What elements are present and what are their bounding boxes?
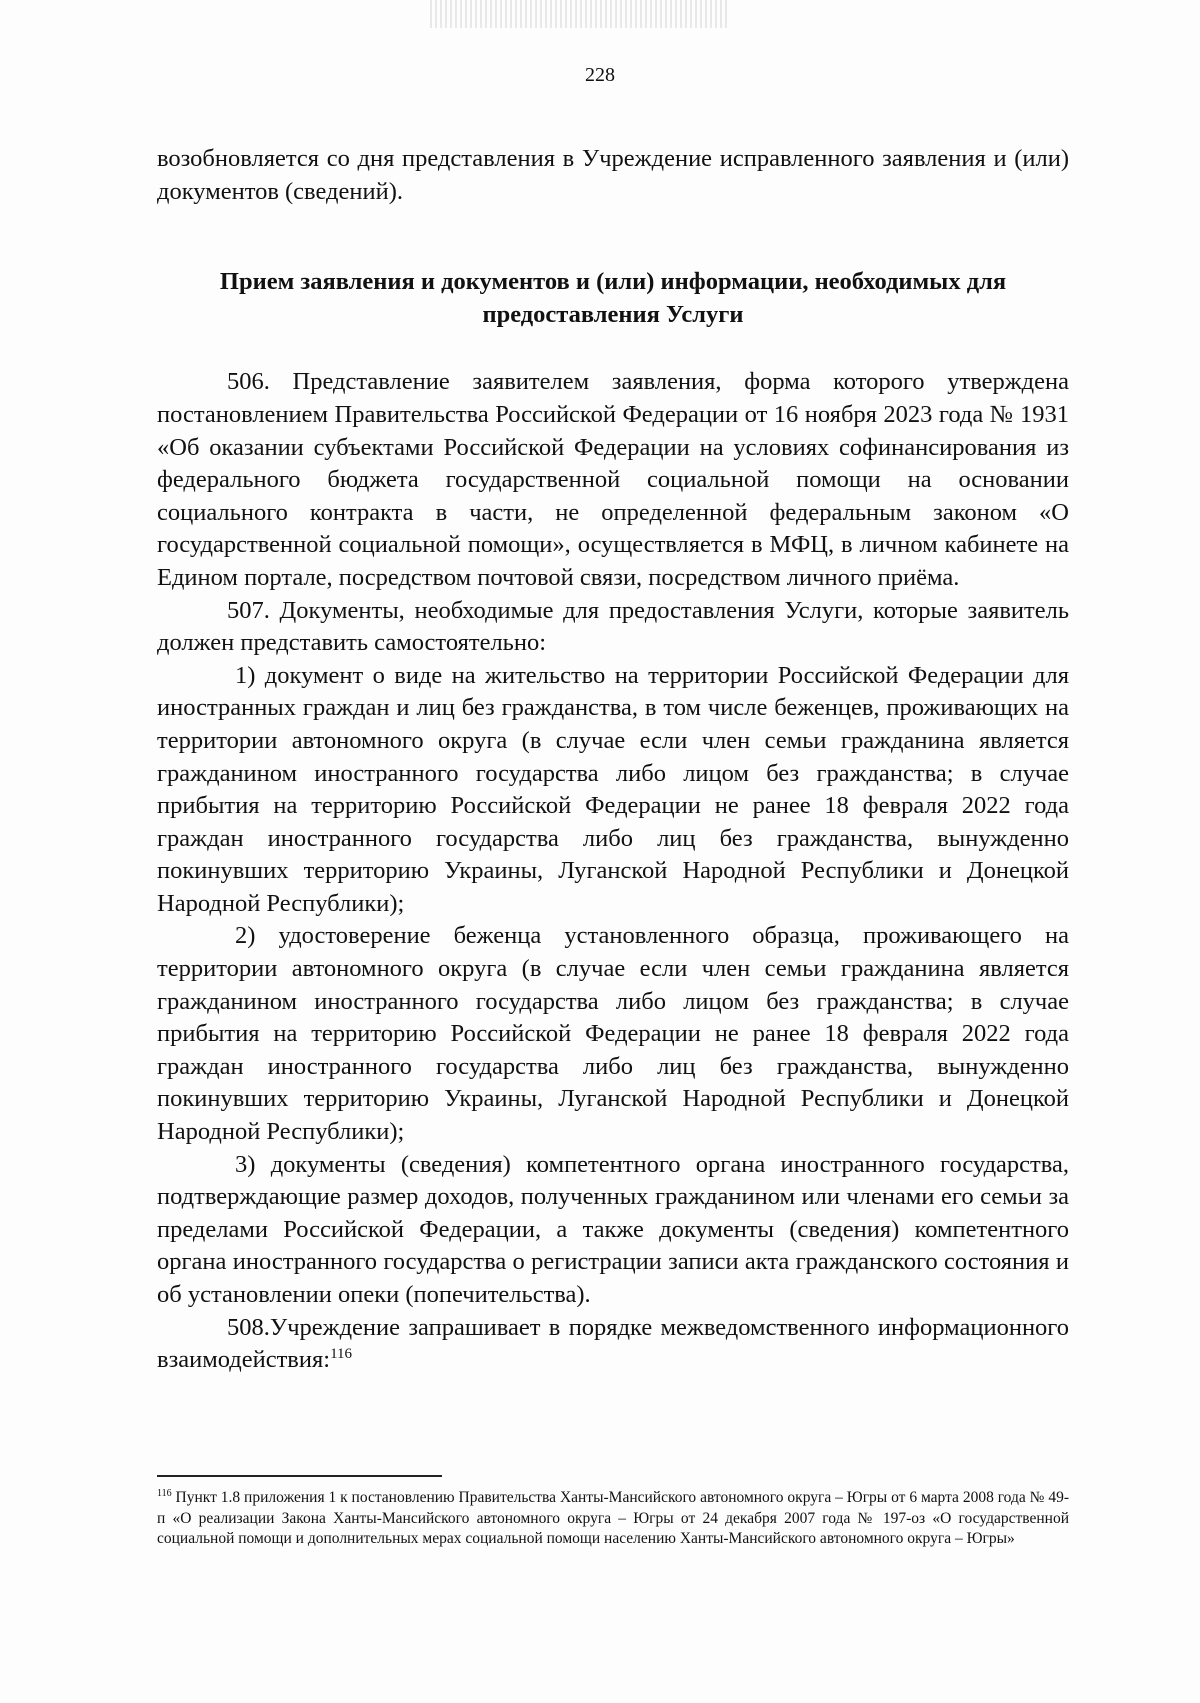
paragraph-506: 506. Представление заявителем заявления, форма которого утверждена постановлением Правительства Российской Федерации от 16 ноября 2023 года № 1931 «Об оказании субъектами Российской Федерации на условиях софинансирования из федерального бюджета государственной социальной помощи на основании социального контракта в части, не определенной федеральным законом «О государственной социальной помощи», осуществляется в МФЦ, в личном кабинете на Едином портале, посредством почтовой связи, посредством личного приёма. bbox=[157, 368, 1069, 591]
paragraph-508 bbox=[157, 1312, 1069, 1377]
list-item-1: 1) документ о виде на жительство на территории Российской Федерации для иностранных граждан и лиц без гражданства, в том числе беженцев, проживающих на территории автономного округа (в случае если член семьи гражданина является гражданином иностранного государства либо лицом без гражданства; в случае прибытия на территорию Российской Федерации не ранее 18 февраля 2022 года граждан иностранного государства либо лиц без гражданства, вынужденно покинувших территорию Украины, Луганской Народной Республики и Донецкой Народной Республики); bbox=[157, 661, 1069, 917]
paragraph-continuation: возобновляется со дня представления в Учреждение исправленного заявления и (или) документов (сведений). bbox=[157, 145, 1069, 205]
list-item-2: 2) удостоверение беженца установленного образца, проживающего на территории автономного округа (в случае если член семьи гражданина является гражданином иностранного государства либо лицом без гражданства; в случае прибытия на территорию Российской Федерации не ранее 18 февраля 2022 года граждан иностранного государства либо лиц без гражданства, вынужденно покинувших территорию Украины, Луганской Народной Республики и Донецкой Народной Республики); bbox=[157, 922, 1069, 1146]
list-item-3: 3) документы (сведения) компетентного органа иностранного государства, подтверждающие размер доходов, полученных гражданином или членами его семьи за пределами Российской Федерации, а также документы (сведения) компетентного органа иностранного государства о регистрации записи акта гражданского состояния и об установлении опеки (попечительства). bbox=[157, 1150, 1069, 1308]
page-number: 228 bbox=[585, 64, 615, 86]
paragraph-508-text: 508.Учреждение запрашивает в порядке межведомственного информационного взаимодействия: bbox=[157, 1313, 1069, 1374]
footnote-reference[interactable]: 116 bbox=[330, 1346, 353, 1363]
document-body bbox=[157, 143, 1069, 1377]
footnote-marker: 116 bbox=[157, 1487, 172, 1499]
footnote-divider bbox=[157, 1475, 442, 1477]
paragraph-507: 507. Документы, необходимые для предоставления Услуги, которые заявитель должен представить самостоятельно: bbox=[157, 596, 1069, 657]
footnote bbox=[157, 1488, 1069, 1550]
scan-artifact bbox=[430, 0, 730, 28]
section-heading: Прием заявления и документов и (или) информации, необходимых для предоставления Услуги bbox=[219, 268, 1007, 328]
footnote-text: Пункт 1.8 приложения 1 к постановлению Правительства Ханты-Мансийского автономного округа – Югры от 6 марта 2008 года № 49-п «О реализации Закона Ханты-Мансийского автономного округа – Югры от 24 декабря 2007 года № 197-оз «О государственной социальной помощи и дополнительных мерах социальной помощи населению Ханты-Мансийского автономного округа – Югры» bbox=[157, 1489, 1069, 1547]
